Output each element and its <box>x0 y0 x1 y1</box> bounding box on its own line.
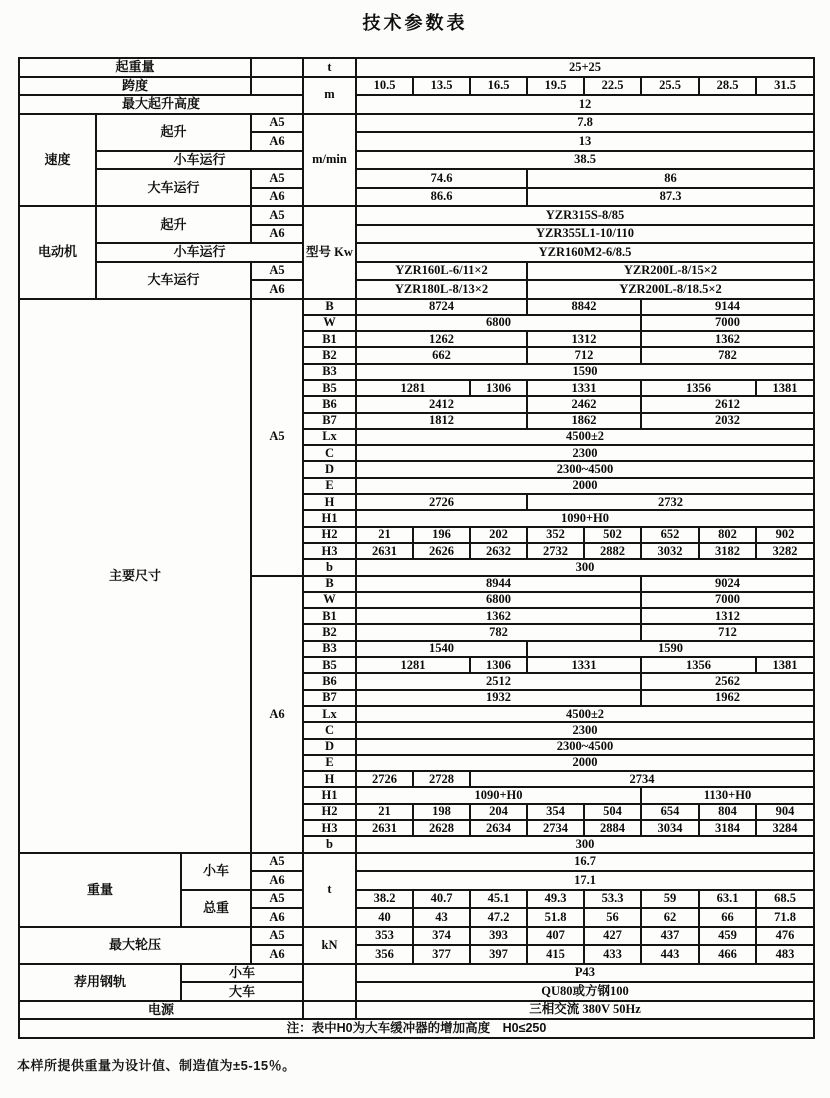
value-cell: 12 <box>356 95 814 114</box>
sub-label-cell: B1 <box>303 608 356 624</box>
value-cell: 2000 <box>356 478 814 494</box>
value-cell: 86 <box>527 169 814 188</box>
value-cell: 2726 <box>356 494 527 510</box>
value-cell: 9144 <box>641 299 814 315</box>
value-cell: 902 <box>756 527 814 543</box>
value-cell: 2631 <box>356 820 413 836</box>
value-cell: 2612 <box>641 396 814 412</box>
value-cell: 904 <box>756 804 814 820</box>
value-cell: 2884 <box>584 820 641 836</box>
value-cell: YZR315S-8/85 <box>356 206 814 225</box>
table-row <box>19 95 814 114</box>
empty-cell <box>251 77 303 96</box>
table-row <box>19 114 814 133</box>
table-row <box>19 58 814 77</box>
value-cell: YZR160M2-6/8.5 <box>356 243 814 262</box>
value-cell: 2634 <box>470 820 527 836</box>
value-cell: 1306 <box>470 657 527 673</box>
label-cell: 大车运行 <box>96 262 251 299</box>
value-cell: 407 <box>527 927 584 946</box>
sub-label-cell: A6 <box>251 132 303 151</box>
sub-label-cell: A6 <box>251 188 303 207</box>
value-cell: 9024 <box>641 576 814 592</box>
value-cell: 10.5 <box>356 77 413 96</box>
table-row <box>19 1019 814 1038</box>
table-row <box>19 206 814 225</box>
unit-cell: m/min <box>303 114 356 207</box>
sub-label-cell: B <box>303 299 356 315</box>
unit-cell: 型号 Kw <box>303 206 356 299</box>
value-cell: 433 <box>584 945 641 964</box>
spec-table <box>18 57 815 1039</box>
value-cell: 353 <box>356 927 413 946</box>
value-cell: 652 <box>641 527 699 543</box>
sub-label-cell: B7 <box>303 413 356 429</box>
value-cell: 466 <box>699 945 756 964</box>
value-cell: 66 <box>699 908 756 927</box>
table-row <box>19 1001 814 1020</box>
value-cell: 45.1 <box>470 890 527 909</box>
value-cell: 802 <box>699 527 756 543</box>
unit-cell: t <box>303 58 356 77</box>
value-cell: 427 <box>584 927 641 946</box>
value-cell: 3184 <box>699 820 756 836</box>
sub-label-cell: A5 <box>251 114 303 133</box>
value-cell: 8944 <box>356 576 641 592</box>
value-cell: 2632 <box>470 543 527 559</box>
sub-label-cell: A6 <box>251 945 303 964</box>
value-cell: YZR200L-8/18.5×2 <box>527 280 814 299</box>
sub-label-cell: H <box>303 494 356 510</box>
sub-label-cell: A5 <box>251 927 303 946</box>
value-cell: YZR200L-8/15×2 <box>527 262 814 281</box>
value-cell: 782 <box>356 624 641 640</box>
sub-label-cell: Lx <box>303 706 356 722</box>
value-cell: YZR355L1-10/110 <box>356 225 814 244</box>
value-cell: 393 <box>470 927 527 946</box>
value-cell: 2631 <box>356 543 413 559</box>
value-cell: 1362 <box>641 331 814 347</box>
label-cell: 总重 <box>181 890 251 927</box>
unit-cell: t <box>303 853 356 927</box>
value-cell: 1306 <box>470 380 527 396</box>
sub-label-cell: A5 <box>251 262 303 281</box>
value-cell: 504 <box>584 804 641 820</box>
value-cell: 31.5 <box>756 77 814 96</box>
table-row <box>19 853 814 872</box>
value-cell: 662 <box>356 347 527 363</box>
value-cell: 300 <box>356 836 814 852</box>
value-cell: 198 <box>413 804 470 820</box>
value-cell: 3282 <box>756 543 814 559</box>
label-cell: 小车 <box>181 964 303 983</box>
label-cell: 最大起升高度 <box>19 95 303 114</box>
value-cell: 3034 <box>641 820 699 836</box>
value-cell: 2300~4500 <box>356 461 814 477</box>
value-cell: 1356 <box>641 657 756 673</box>
value-cell: 62 <box>641 908 699 927</box>
sub-label-cell: C <box>303 722 356 738</box>
unit-cell: kN <box>303 927 356 964</box>
value-cell: 1812 <box>356 413 527 429</box>
value-cell: 1381 <box>756 380 814 396</box>
value-cell: 1281 <box>356 657 470 673</box>
value-cell: 7000 <box>641 592 814 608</box>
label-cell: 电动机 <box>19 206 96 299</box>
sub-label-cell: B3 <box>303 364 356 380</box>
value-cell: 6800 <box>356 592 641 608</box>
value-cell: 63.1 <box>699 890 756 909</box>
value-cell: 21 <box>356 527 413 543</box>
value-cell: 17.1 <box>356 871 814 890</box>
value-cell: 2512 <box>356 673 641 689</box>
value-cell: 2000 <box>356 755 814 771</box>
value-cell: 2726 <box>356 771 413 787</box>
sub-label-cell: B6 <box>303 396 356 412</box>
value-cell: 13 <box>356 132 814 151</box>
sub-label-cell: B7 <box>303 690 356 706</box>
sub-label-cell: W <box>303 315 356 331</box>
value-cell: 25+25 <box>356 58 814 77</box>
value-cell: 1862 <box>527 413 641 429</box>
value-cell: 782 <box>641 347 814 363</box>
value-cell: 2626 <box>413 543 470 559</box>
spec-table-body <box>19 58 814 1038</box>
value-cell: 354 <box>527 804 584 820</box>
value-cell: 38.5 <box>356 151 814 170</box>
value-cell: 13.5 <box>413 77 470 96</box>
value-cell: YZR180L-8/13×2 <box>356 280 527 299</box>
empty-cell <box>303 1001 356 1020</box>
value-cell: 28.5 <box>699 77 756 96</box>
value-cell: 2300 <box>356 445 814 461</box>
empty-cell <box>251 58 303 77</box>
label-cell: 主要尺寸 <box>19 299 251 853</box>
value-cell: 204 <box>470 804 527 820</box>
sub-label-cell: A6 <box>251 908 303 927</box>
value-cell: 1540 <box>356 641 527 657</box>
label-cell: 小车运行 <box>96 151 303 170</box>
value-cell: 374 <box>413 927 470 946</box>
value-cell: 2734 <box>527 820 584 836</box>
label-cell: 重量 <box>19 853 181 927</box>
sub-label-cell: B <box>303 576 356 592</box>
value-cell: 377 <box>413 945 470 964</box>
sub-label-cell: H <box>303 771 356 787</box>
value-cell: 2032 <box>641 413 814 429</box>
sub-label-cell: A6 <box>251 871 303 890</box>
value-cell: 443 <box>641 945 699 964</box>
sub-label-cell: A5 <box>251 169 303 188</box>
value-cell: 712 <box>527 347 641 363</box>
sub-label-cell: H2 <box>303 804 356 820</box>
sub-label-cell: A6 <box>251 576 303 853</box>
table-row <box>19 151 814 170</box>
sub-label-cell: D <box>303 461 356 477</box>
value-cell: 1331 <box>527 657 641 673</box>
value-cell: 16.5 <box>470 77 527 96</box>
sub-label-cell: Lx <box>303 429 356 445</box>
sub-label-cell: A5 <box>251 890 303 909</box>
label-cell: 小车 <box>181 853 251 890</box>
sub-label-cell: b <box>303 559 356 575</box>
value-cell: 1130+H0 <box>641 787 814 803</box>
value-cell: 1381 <box>756 657 814 673</box>
label-cell: 小车运行 <box>96 243 303 262</box>
value-cell: 3284 <box>756 820 814 836</box>
sub-label-cell: A5 <box>251 853 303 872</box>
label-cell: 最大轮压 <box>19 927 251 964</box>
sub-label-cell: A5 <box>251 206 303 225</box>
value-cell: 49.3 <box>527 890 584 909</box>
page-title: 技术参数表 <box>362 13 468 33</box>
value-cell: 2412 <box>356 396 527 412</box>
sub-label-cell: H3 <box>303 820 356 836</box>
value-cell: 2728 <box>413 771 470 787</box>
value-cell: 51.8 <box>527 908 584 927</box>
label-cell: 起升 <box>96 206 251 243</box>
value-cell: 40 <box>356 908 413 927</box>
value-cell: 87.3 <box>527 188 814 207</box>
table-row <box>19 927 814 946</box>
value-cell: 43 <box>413 908 470 927</box>
table-row <box>19 262 814 281</box>
table-row <box>19 77 814 96</box>
sub-label-cell: H1 <box>303 510 356 526</box>
value-cell: 86.6 <box>356 188 527 207</box>
value-cell: 1932 <box>356 690 641 706</box>
value-cell: 25.5 <box>641 77 699 96</box>
sub-label-cell: B2 <box>303 347 356 363</box>
sub-label-cell: B1 <box>303 331 356 347</box>
value-cell: 1362 <box>356 608 641 624</box>
value-cell: 415 <box>527 945 584 964</box>
sub-label-cell: B3 <box>303 641 356 657</box>
value-cell: 502 <box>584 527 641 543</box>
value-cell: 2732 <box>527 494 814 510</box>
value-cell: 40.7 <box>413 890 470 909</box>
value-cell: 1331 <box>527 380 641 396</box>
value-cell: 三相交流 380V 50Hz <box>356 1001 814 1020</box>
value-cell: 1262 <box>356 331 527 347</box>
table-row <box>19 964 814 983</box>
value-cell: 476 <box>756 927 814 946</box>
sub-label-cell: A5 <box>251 299 303 576</box>
value-cell: 74.6 <box>356 169 527 188</box>
value-cell: 8842 <box>527 299 641 315</box>
value-cell: 483 <box>756 945 814 964</box>
value-cell: 2734 <box>470 771 814 787</box>
sub-label-cell: A6 <box>251 225 303 244</box>
sub-label-cell: H2 <box>303 527 356 543</box>
table-row <box>19 299 814 315</box>
value-cell: 352 <box>527 527 584 543</box>
value-cell: P43 <box>356 964 814 983</box>
label-cell: 大车运行 <box>96 169 251 206</box>
label-cell: 电源 <box>19 1001 303 1020</box>
value-cell: 356 <box>356 945 413 964</box>
value-cell: 437 <box>641 927 699 946</box>
sub-label-cell: H1 <box>303 787 356 803</box>
sub-label-cell: C <box>303 445 356 461</box>
value-cell: 1281 <box>356 380 470 396</box>
value-cell: 16.7 <box>356 853 814 872</box>
label-cell: 荐用钢轨 <box>19 964 181 1001</box>
value-cell: 397 <box>470 945 527 964</box>
value-cell: QU80或方钢100 <box>356 982 814 1001</box>
value-cell: 1962 <box>641 690 814 706</box>
value-cell: 68.5 <box>756 890 814 909</box>
sub-label-cell: B5 <box>303 657 356 673</box>
value-cell: 8724 <box>356 299 527 315</box>
value-cell: 300 <box>356 559 814 575</box>
value-cell: 2300~4500 <box>356 739 814 755</box>
value-cell: 804 <box>699 804 756 820</box>
sub-label-cell: b <box>303 836 356 852</box>
table-row <box>19 243 814 262</box>
table-row <box>19 169 814 188</box>
value-cell: 4500±2 <box>356 706 814 722</box>
sub-label-cell: W <box>303 592 356 608</box>
sub-label-cell: H3 <box>303 543 356 559</box>
value-cell: 21 <box>356 804 413 820</box>
value-cell: 196 <box>413 527 470 543</box>
value-cell: 2562 <box>641 673 814 689</box>
sub-label-cell: A6 <box>251 280 303 299</box>
value-cell: 712 <box>641 624 814 640</box>
value-cell: 71.8 <box>756 908 814 927</box>
value-cell: 1312 <box>641 608 814 624</box>
sub-label-cell: B5 <box>303 380 356 396</box>
sub-label-cell: B6 <box>303 673 356 689</box>
sub-label-cell: D <box>303 739 356 755</box>
value-cell: 1090+H0 <box>356 787 641 803</box>
label-cell: 跨度 <box>19 77 251 96</box>
value-cell: 1590 <box>356 364 814 380</box>
value-cell: 6800 <box>356 315 641 331</box>
value-cell: 3032 <box>641 543 699 559</box>
value-cell: 38.2 <box>356 890 413 909</box>
value-cell: 1590 <box>527 641 814 657</box>
footer-note: 本样所提供重量为设计值、制造值为±5-15％。 <box>17 1058 296 1073</box>
sub-label-cell: E <box>303 755 356 771</box>
empty-cell <box>303 964 356 1001</box>
value-cell: 7.8 <box>356 114 814 133</box>
value-cell: 654 <box>641 804 699 820</box>
value-cell: 22.5 <box>584 77 641 96</box>
sub-label-cell: E <box>303 478 356 494</box>
sub-label-cell: B2 <box>303 624 356 640</box>
label-cell: 速度 <box>19 114 96 207</box>
value-cell: 47.2 <box>470 908 527 927</box>
value-cell: 2882 <box>584 543 641 559</box>
value-cell: 56 <box>584 908 641 927</box>
unit-cell: m <box>303 77 356 114</box>
label-cell: 大车 <box>181 982 303 1001</box>
value-cell: 59 <box>641 890 699 909</box>
value-cell: 2732 <box>527 543 584 559</box>
value-cell: 1356 <box>641 380 756 396</box>
note-cell: 注：表中H0为大车缓冲器的增加高度 H0≤250 <box>19 1019 814 1038</box>
value-cell: 4500±2 <box>356 429 814 445</box>
value-cell: 19.5 <box>527 77 584 96</box>
value-cell: 2300 <box>356 722 814 738</box>
value-cell: 3182 <box>699 543 756 559</box>
label-cell: 起重量 <box>19 58 251 77</box>
value-cell: 459 <box>699 927 756 946</box>
value-cell: 1312 <box>527 331 641 347</box>
value-cell: YZR160L-6/11×2 <box>356 262 527 281</box>
value-cell: 7000 <box>641 315 814 331</box>
value-cell: 202 <box>470 527 527 543</box>
value-cell: 2628 <box>413 820 470 836</box>
value-cell: 53.3 <box>584 890 641 909</box>
value-cell: 1090+H0 <box>356 510 814 526</box>
label-cell: 起升 <box>96 114 251 151</box>
value-cell: 2462 <box>527 396 641 412</box>
